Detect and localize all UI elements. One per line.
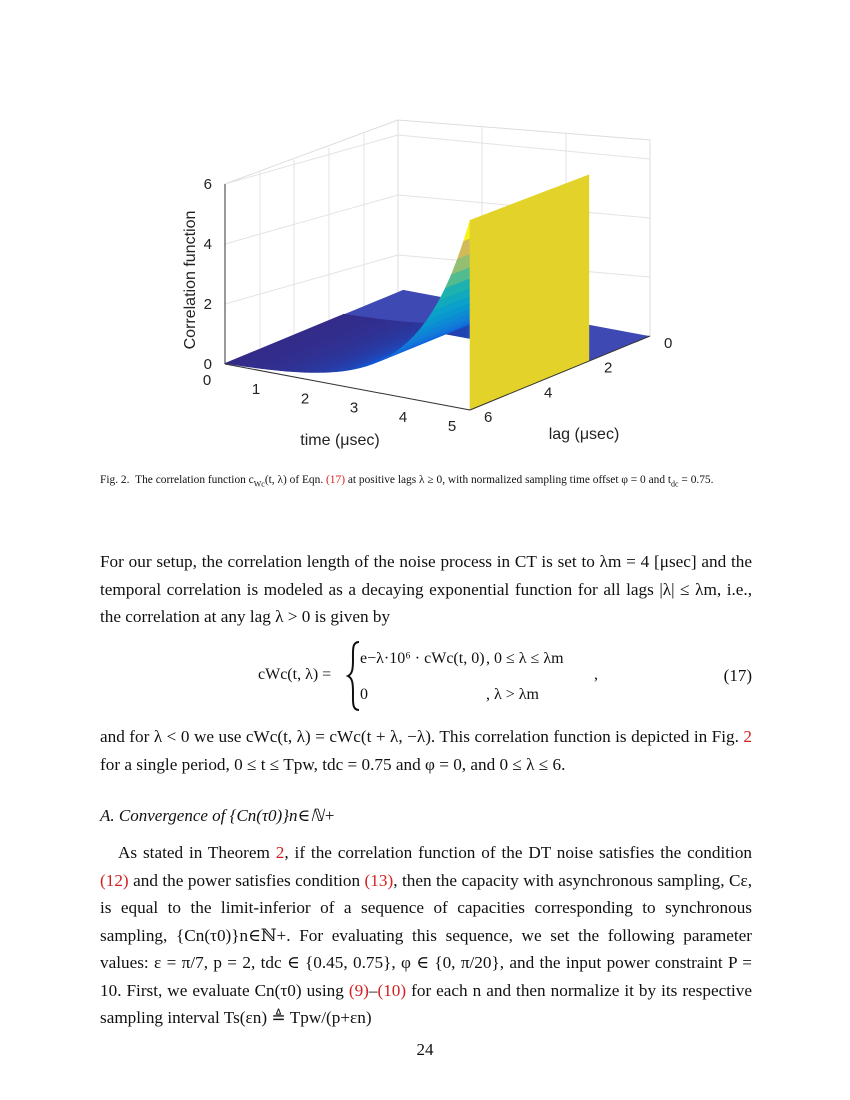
surface-mesh (225, 175, 648, 410)
case2-expression: 0 (360, 686, 368, 703)
paragraph-1 (100, 548, 752, 631)
z-tick-label: 0 (203, 356, 212, 373)
y-axis-label: lag (μsec) (548, 426, 620, 443)
paragraph-text: for each n and then normalize it by its respective sampling interval Ts(εn) ≜ Tpw/(p+εn) (100, 980, 752, 1027)
equation-link[interactable]: (10) (377, 980, 407, 1000)
paragraph-text: – (368, 980, 378, 1000)
x-tick-label: 3 (349, 399, 359, 417)
z-tick-label: 6 (203, 176, 212, 193)
section-heading: A. Convergence of {Cn(τ0)}n∈ℕ+ (100, 806, 336, 825)
equation-17 (100, 640, 752, 720)
x-tick-label: 4 (398, 408, 408, 426)
y-tick-label: 2 (604, 359, 613, 377)
caption-text: The correlation function c (135, 474, 254, 486)
page-number: 24 (416, 1040, 434, 1059)
y-tick-label: 0 (664, 335, 673, 352)
correlation-surface-figure (150, 100, 710, 460)
equation-trailing-comma: , (594, 666, 598, 683)
figure-link[interactable]: 2 (743, 727, 752, 746)
caption-eq-link[interactable]: (17) (326, 474, 345, 486)
paragraph-text: and the power satisfies condition (128, 870, 365, 890)
paragraph-2 (100, 723, 752, 778)
caption-label: Fig. 2. (100, 474, 130, 486)
z-axis-label: Correlation function (182, 210, 199, 350)
case1-expression: e−λ·10⁶ · cWc(t, 0) (360, 650, 485, 667)
paragraph-text: , if the correlation function of the DT noise satisfies the condition (284, 843, 753, 862)
z-tick-label: 4 (203, 236, 212, 253)
paragraph-text: , then the capacity with asynchronous sampling, Cε, is equal to the limit-inferior of a sequence of capacities corresponding to synchronous sampling, {Cn(τ0)}n∈ℕ+. For evaluating this sequence, we set the following parameter values: ε = π/7, p = 2, tdc ∈ {0.45, 0.75}, φ ∈ {0, π/20}, and the input power constraint P = 10. First, we evaluate Cn(τ0) using (100, 870, 752, 1000)
x-tick-label: 2 (300, 390, 310, 408)
equation-lhs: cWc(t, λ) = (258, 666, 332, 683)
x-axis-label: time (μsec) (300, 432, 380, 449)
equation-link[interactable]: (12) (100, 870, 129, 890)
case1-condition: , 0 ≤ λ ≤ λm (486, 650, 564, 667)
theorem-link[interactable]: 2 (275, 843, 285, 862)
paragraph-3 (100, 839, 752, 1032)
caption-sub: Wc (253, 479, 265, 489)
paragraph-text: for a single period, 0 ≤ t ≤ Tpw, tdc = 0.75 and φ = 0, and 0 ≤ λ ≤ 6. (100, 754, 566, 774)
caption-sub: dc (671, 479, 679, 489)
surface-patch (470, 175, 589, 410)
surface-plot (150, 100, 710, 460)
z-tick-label: 2 (203, 296, 212, 313)
paragraph-text: As stated in Theorem (118, 843, 276, 862)
caption-text: at positive lags λ ≥ 0, with normalized sampling time offset φ = 0 and t (345, 474, 672, 486)
y-tick-label: 4 (544, 384, 553, 402)
paragraph-text: For our setup, the correlation length of the noise process in CT is set to λm = 4 [μsec] and the temporal correlation is modeled as a decaying exponential function for all lags |λ| ≤ λm, i.e., the correlation at any lag λ > 0 is given by (100, 552, 752, 626)
x-tick-label: 5 (447, 418, 457, 435)
caption-text: = 0.75. (678, 474, 714, 486)
equation-link[interactable]: (13) (364, 870, 394, 890)
caption-text: (t, λ) of Eqn. (264, 474, 327, 486)
equation-link[interactable]: (9) (348, 980, 369, 1000)
case2-condition: , λ > λm (486, 686, 539, 703)
equation-number: (17) (723, 666, 752, 685)
x-tick-label: 1 (251, 381, 261, 399)
y-tick-label: 6 (484, 409, 493, 426)
figure-caption (100, 472, 752, 492)
x-tick-label: 0 (202, 372, 212, 389)
paragraph-text: and for λ < 0 we use cWc(t, λ) = cWc(t + λ, −λ). This correlation function is depicted in Fig. (100, 727, 744, 746)
